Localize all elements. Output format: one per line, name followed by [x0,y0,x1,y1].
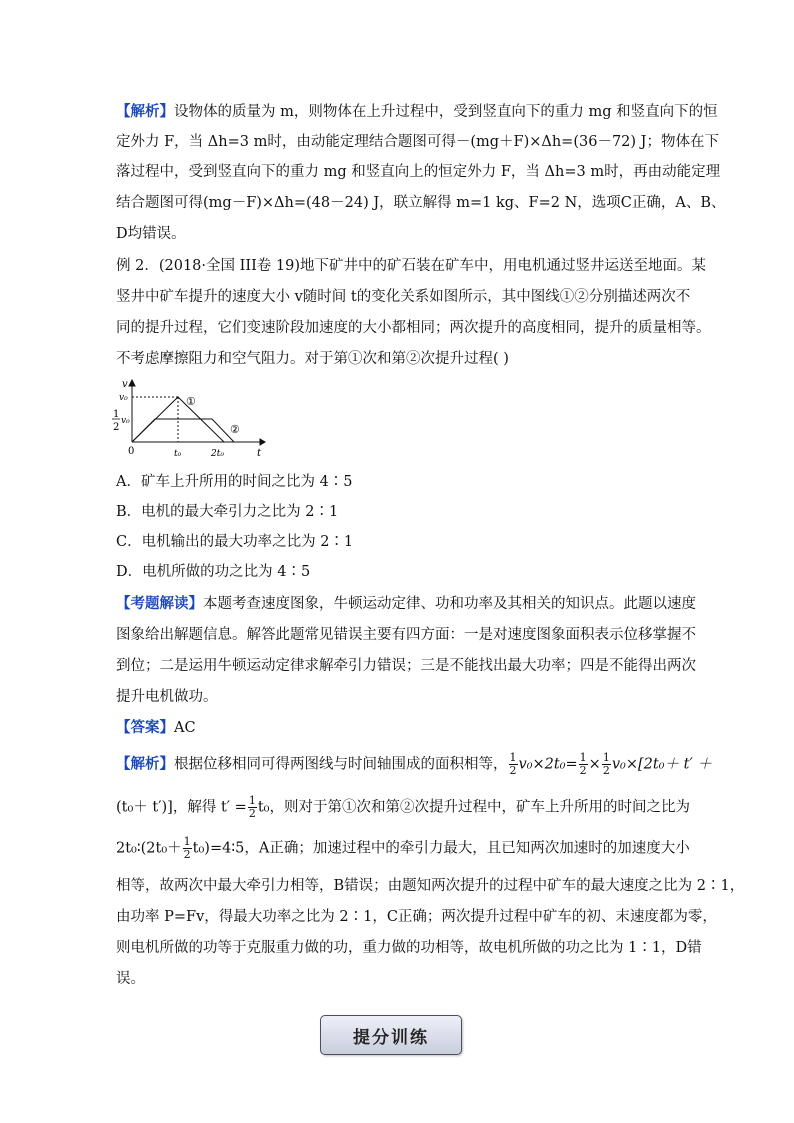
analysis1-line-1: 【解析】设物体的质量为 m，则物体在上升过程中，受到竖直向下的重力 mg 和竖直向下的恒 [116,103,718,120]
origin-label: 0 [128,446,135,457]
v0-tick-label: v₀ [119,393,128,403]
answer-line [116,718,196,738]
x-axis-label: t [257,448,262,459]
example2-line-1: 例 2．(2018·全国 III卷 19)地下矿井中的矿石装在矿车中，用电机通过竖井运送至地面。某 [116,258,707,274]
analysis2-line-7: 误。 [116,971,145,987]
analysis2-line-5: 由功率 P=Fv，得最大功率之比为 2∶1，C正确；两次提升过程中矿车的初、末速度都为零， [116,909,717,925]
option-b: B．电机的最大牵引力之比为 2∶1 [116,504,339,520]
option-d: D．电机所做的功之比为 4∶5 [116,564,311,580]
analysis1-line-4: 结合题图可得(mg－F)×Δh=(48－24) J，联立解得 m=1 kg、F=2 N，选项C正确，A、B、 [116,195,726,211]
analysis1-line-3: 落过程中，受到竖直向下的重力 mg 和竖直向上的恒定外力 F，当 Δh=3 m时，再由动能定理 [116,164,721,180]
analysis2-line-2: (t₀＋ t′)]，解得 t′ = $\frac{1}{2}$ t₀，则对于第①次和第②次提升过程中，矿车上升所用的时间之比为 [116,794,690,820]
half-den: 2 [113,422,120,433]
kaoti-tag: 【考题解读】 [116,595,203,612]
example2-line-3: 同的提升过程，它们变速阶段加速度的大小都相同；两次提升的高度相同，提升的质量相等。 [116,320,711,336]
training-button[interactable]: 提分训练 [320,1015,462,1055]
curve-2 [132,419,234,442]
analysis2-line-6: 则电机所做的功等于克服重力做的功，重力做的功相等，故电机所做的功之比为 1∶1，D错 [116,940,702,956]
half-num: 1 [113,409,120,420]
analysis2-line-3: 2t₀∶(2t₀＋ $\frac{1}{2}$ t₀)=4∶5，A正确；加速过程中的牵引力最大，且已知两次加速时的加速度大小 [116,835,690,861]
curve-2-label: ② [230,423,240,436]
curve-1-label: ① [186,395,196,408]
analysis1-line-5: D均错误。 [116,226,186,242]
example2-line-4: 不考虑摩擦阻力和空气阻力。对于第①次和第②次提升过程( ) [116,351,509,367]
t0-tick-label: t₀ [174,449,182,459]
y-axis-label: v [122,379,128,390]
kaoti-line-1: 【考题解读】本题考查速度图象，牛顿运动定律、功和功率及其相关的知识点。此题以速度 [116,595,696,612]
kaoti-line-4: 提升电机做功。 [116,689,218,705]
half-v0-tick-label: v₀ [121,416,130,426]
option-c: C．电机输出的最大功率之比为 2∶1 [116,534,354,550]
kaoti-line-2: 图象给出解题信息。解答此题常见错误主要有四方面：一是对速度图象面积表示位移掌握不 [116,627,696,643]
x-axis-arrow [260,439,265,445]
y-axis-arrow [129,380,135,386]
analysis2-tag: 【解析】 [116,755,174,773]
answer-value: AC [174,720,196,736]
analysis1-line-2: 定外力 F，当 Δh=3 m时，由动能定理结合题图可得－(mg＋F)×Δh=(36－72) J；物体在下 [116,134,719,150]
option-a: A．矿车上升所用的时间之比为 4∶5 [116,474,353,490]
answer-tag: 【答案】 [116,719,174,736]
2t0-tick-label: 2t₀ [211,449,224,459]
kaoti-line-3: 到位；二是运用牛顿运动定律求解牵引力错误；三是不能找出最大功率；四是不能得出两次 [116,658,696,674]
analysis2-line-1: 【解析】根据位移相同可得两图线与时间轴围成的面积相等， $\frac{1}{2}$ v₀×2t₀= $\frac{1}{2}$ × $\frac{1}{2}$ v₀×[2t₀＋ t′ ＋ [116,751,712,777]
analysis2-line-4: 相等，故两次中最大牵引力相等，B错误；由题知两次提升的过程中矿车的最大速度之比为 2∶1， [116,878,745,894]
example2-line-2: 竖井中矿车提升的速度大小 v随时间 t的变化关系如图所示，其中图线①②分别描述两次不 [116,289,691,305]
velocity-time-graph [110,378,270,460]
analysis-tag: 【解析】 [116,103,174,120]
